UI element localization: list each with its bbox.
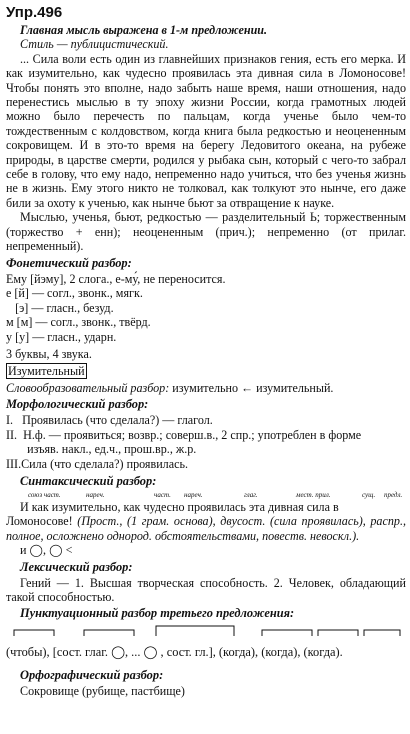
morph-line: изъяв. накл., ед.ч., прош.вр., ж.р. [6,442,197,457]
morph-line: III.Сила (что сделала?) проявилась. [6,457,188,472]
punct-schema-text: (чтобы), [сост. глаг. ◯, ... ◯ , сост. гл.], (когда), (когда), (когда). [6,645,343,660]
syntax-heading: Синтаксический разбор: [20,473,157,488]
pos-label: нареч. [184,490,203,499]
morph-heading: Морфологический разбор: [6,397,149,412]
pos-label: мест. прил. [296,490,331,499]
main-thought: Главная мысль выражена в 1-м предложении. [20,23,268,37]
pos-label: част. [154,490,171,499]
text-paragraph-1: ... Сила воли есть один из главнейших признаков гения, есть его мерка. И как изумительно, как чудесно проявилась эта дивная сила в Ломоносове! Чтобы понять это вполне, надо забыть наше время, наши отношения, надо перенестись мыслью в ту эпоху жизни России, когда грамотных людей можно было перечесть по пальцам, когда ученье было чем-то тождественным с колдовством, когда книга была редкостью и неоцененным сокровищем. И в это-то время на берегу Ледовитого океана, на рубеже природы, в царстве смерти, родился у рыбака сын, который с чего-то забрал себе в голову, что ему надо, непременно надо учиться, что без ученья жизнь не в жизнь. Ему этого никто не толковал, как толкуют это нынче, его даже били за охоту к ученью, как нынче бьют за отвращение к науке. [6,51,406,210]
derivation-heading: Словообразовательный разбор: [6,380,170,395]
word-target-row [6,364,406,379]
phonetic-line: м [м] — согл., звонк., твёрд. [6,315,151,330]
punct-heading: Пунктуационный разбор третьего предложения: [20,606,295,621]
ortho-heading: Орфографический разбор: [20,668,164,683]
phonetic-counts: 3 буквы, 4 звука. [6,347,92,362]
text-paragraph-2: Мыслью, ученья, бьют, редкостью — разделительный Ь; торжественным (торжество + енн); неоцененным (прич.); непременно (от прилаг. непременный). [6,210,406,254]
phonetic-line: е [й] — согл., звонк., мягк. [6,286,143,301]
phonetic-heading: Фонетический разбор: [6,255,132,270]
lexical-text: Гений — 1. Высшая творческая способность. 2. Человек, обладающий такой способностью. [6,575,406,605]
pos-label: союз част. [28,490,61,499]
phonetic-line: Ему [йэму], 2 слога., е-му́, не переносится. [6,271,226,286]
morph-line: I. Проявилась (что сделала?) — глагол. [6,413,213,428]
syntax-analysis-text: (Прост., (1 грам. основа), двусост. (сила проявилась), распр., полное, осложнено однород. обстоятельствами, повеств. невоскл.). [6,514,406,543]
derivation-row [6,381,406,396]
pos-label: предл. [384,490,403,499]
lexical-heading: Лексический разбор: [20,559,133,574]
word-target: Изумительный [8,364,85,379]
pos-labels [6,491,406,500]
phonetic-lines [6,272,406,345]
exercise-title: Упр.496 [6,4,63,21]
syntax-analysis [6,514,406,543]
ortho-text: Сокровище (рубище, пастбище) [20,684,185,699]
style-note: Стиль — публицистический. [20,37,169,52]
morph-line: II. Н.ф. — проявиться; возвр.; соверш.в., 2 спр.; употреблен в форме [6,427,362,442]
pos-label: нареч. [86,490,105,499]
phonetic-line: у [у] — гласн., ударн. [6,329,117,344]
syntax-schema: и ◯, ◯ < [20,543,73,558]
punct-schema-brackets [6,622,406,646]
syntax-sentence: И как изумительно, как чудесно проявилась эта дивная сила в [20,499,339,514]
syntax-sentence-end: Ломоносове! [6,514,73,529]
pos-label: сущ. [362,490,376,499]
phonetic-line: [э] — гласн., безуд. [6,300,114,315]
punct-schema [6,622,406,666]
pos-label: глаг. [244,490,258,499]
exercise-page [6,4,406,699]
derivation-text: изумительно ← изумительный. [172,380,334,395]
